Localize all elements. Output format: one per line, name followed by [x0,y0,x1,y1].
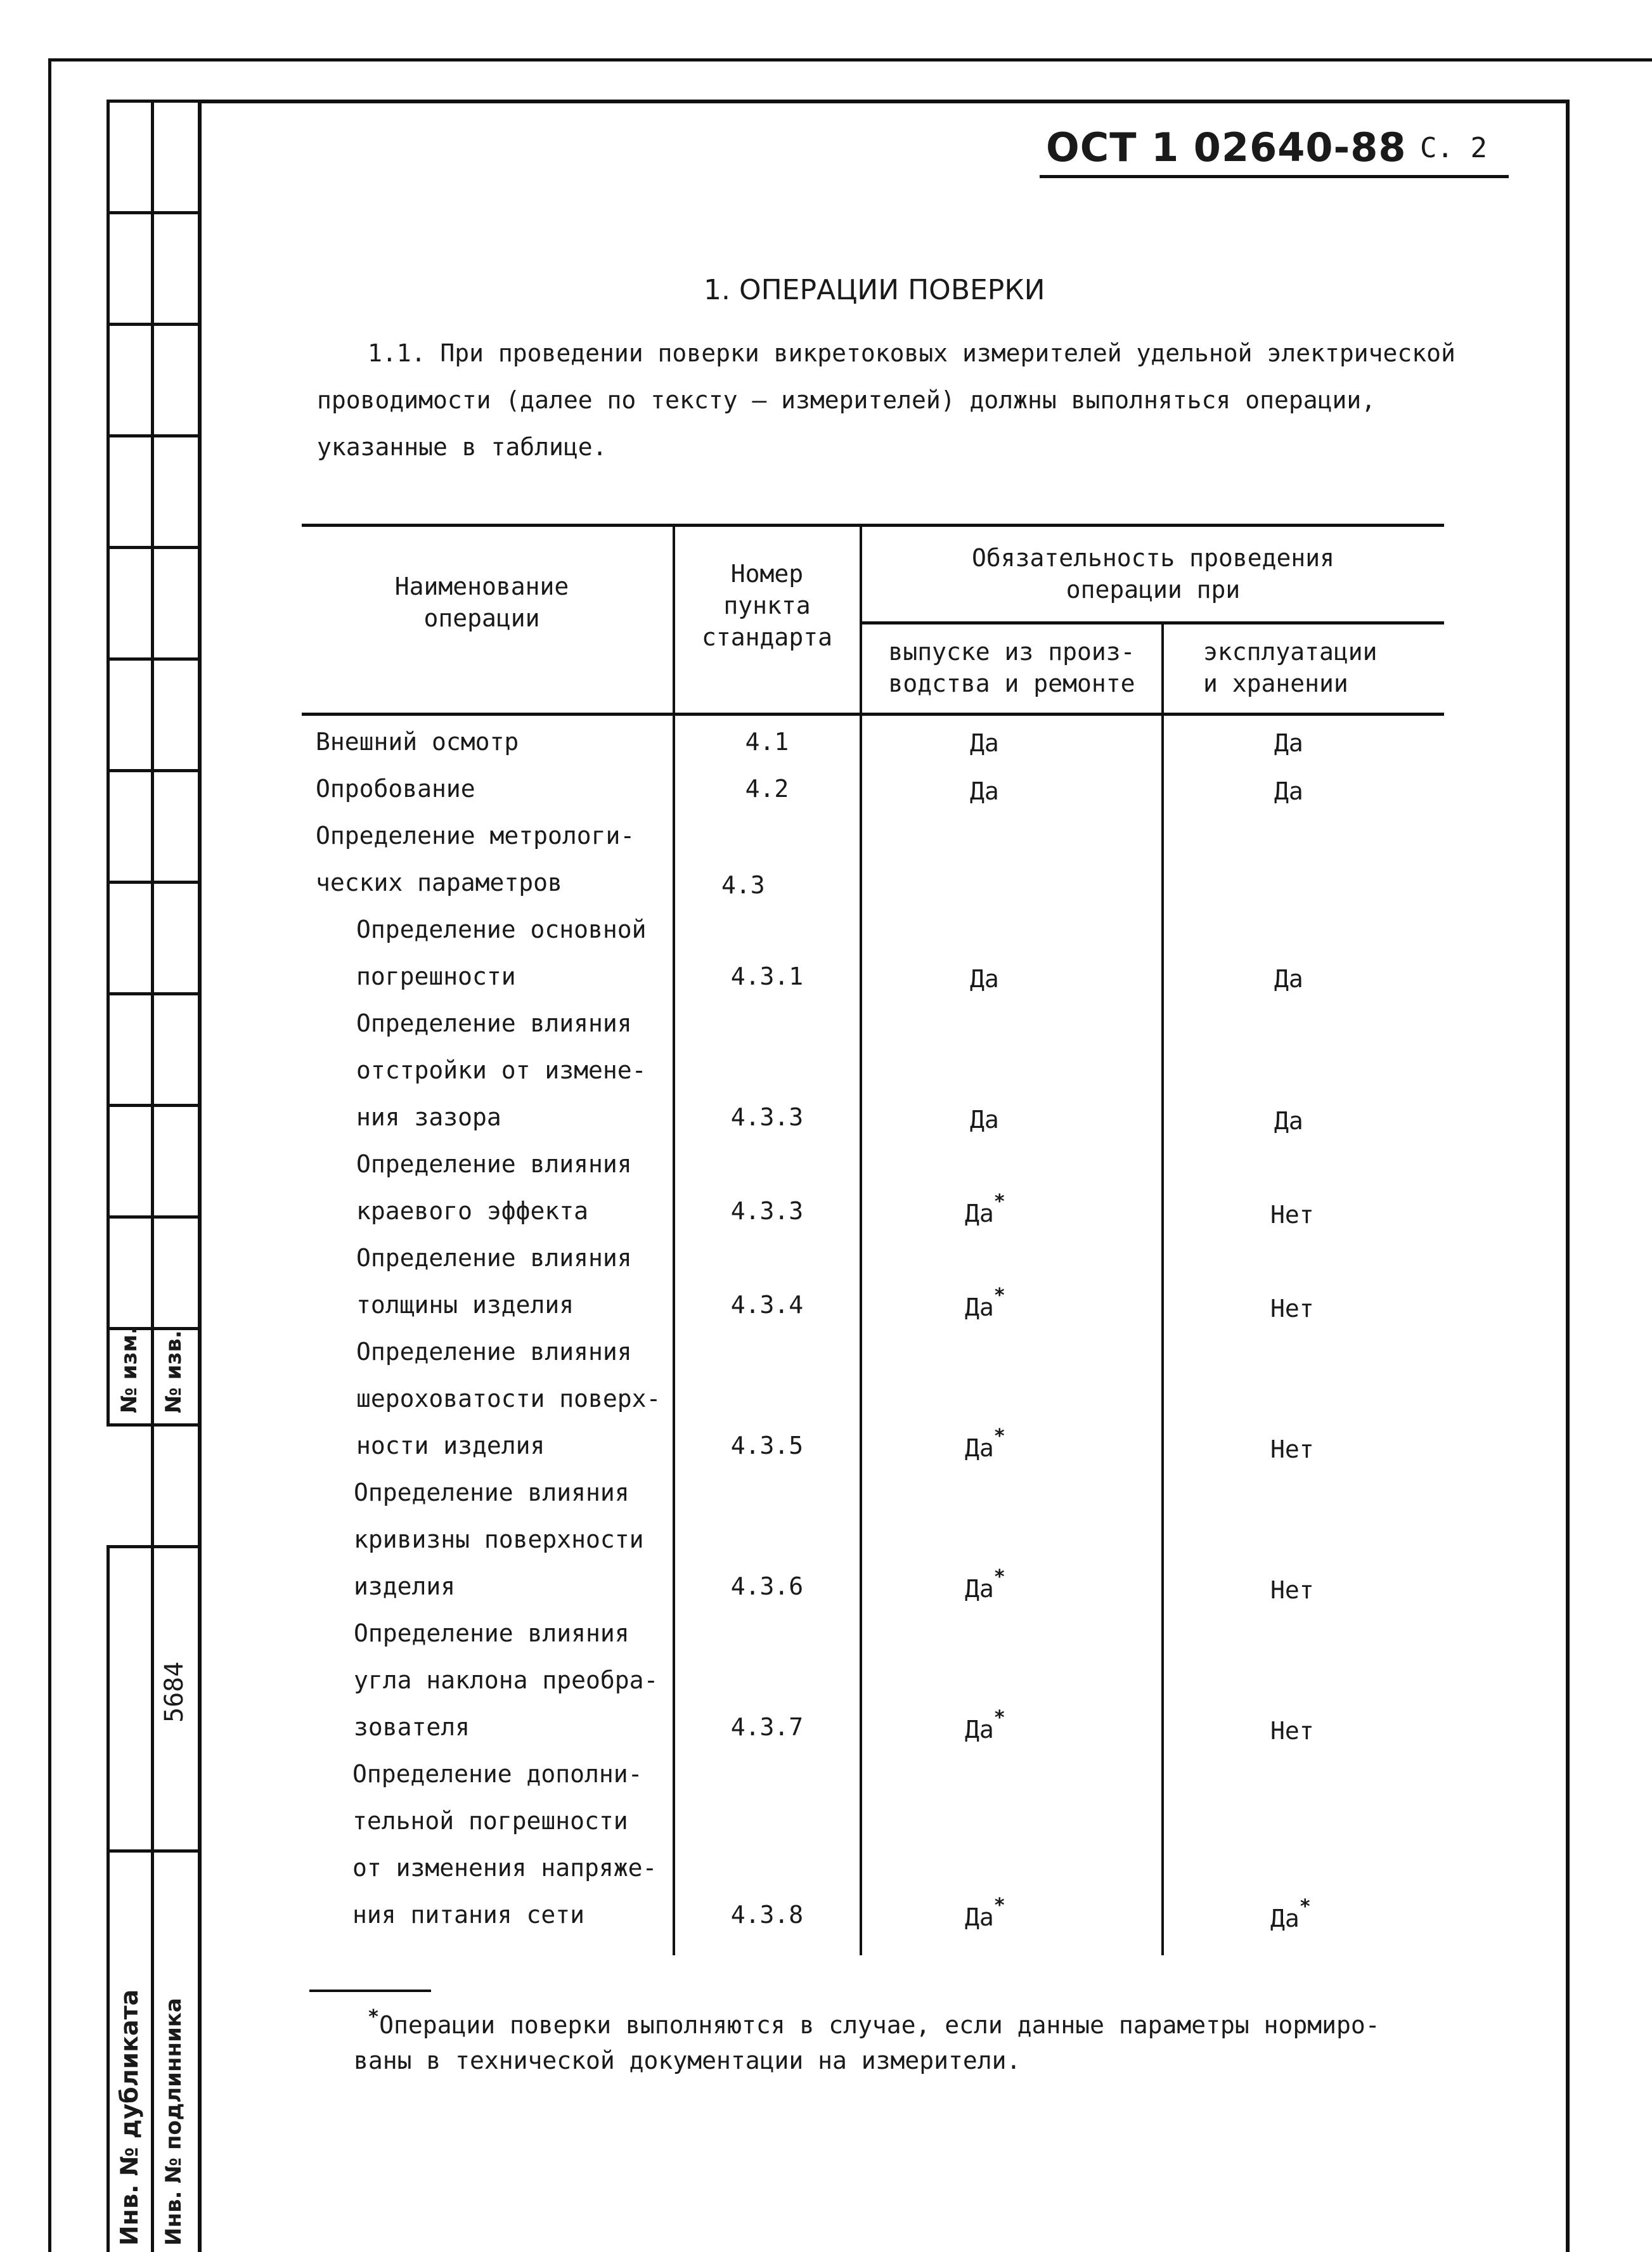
table-row-name: кривизны поверхности [354,1525,644,1553]
table-row-name: Опробование [316,775,475,803]
use-value: Нет [1270,1295,1314,1323]
use-value: Нет [1270,1576,1314,1604]
footnote [354,2006,1509,2077]
table-row-name: Определение влияния [356,1244,632,1272]
release-value: Да [965,1200,994,1227]
table-row-number: 4.3.7 [730,1713,804,1741]
table-row-number: 4.3.4 [730,1291,804,1319]
table-row-number: 4.3.6 [730,1572,804,1600]
table-row-number: 4.3.5 [730,1432,804,1459]
table-top-rule [302,524,1444,527]
table-row-name: зователя [354,1713,470,1741]
intro-paragraph [317,330,1458,470]
table-row-name: изделия [354,1572,456,1600]
section-title: 1. ОПЕРАЦИИ ПОВЕРКИ [704,274,1045,306]
release-value: Да [970,729,999,757]
strip-cell-line [106,992,198,995]
table-row-release [965,1425,1005,1462]
table-group-rule [860,621,1444,624]
table-row-release [970,729,999,757]
header-text: стандарта [702,623,832,651]
release-value: Да [965,1575,994,1603]
asterisk-mark: * [368,2006,380,2028]
table-row-use [1270,1717,1314,1745]
table-row-release [965,1566,1005,1603]
header-text: операции при [1066,576,1241,604]
release-value: Да [965,1434,994,1462]
col-header-use [1165,636,1425,699]
col-header-name [304,571,659,634]
col-header-number [676,558,858,653]
table-row-use [1274,1107,1303,1135]
header-text: операции [423,604,540,632]
table-row-release [970,965,999,993]
inv-podlinnika-label: Инв. № подлинника [161,1998,186,2246]
use-value: Да [1274,965,1303,993]
strip-line-left-lower [106,1545,110,2252]
footnote-text: Операции поверки выполняются в случае, если данные параметры нормиро- [379,2011,1380,2039]
strip-line-left [106,100,110,1425]
strip-cell-line [106,769,198,772]
paragraph-line: проводимости (далее по тексту – измерителей) должны выполняться операции, [317,386,1376,414]
table-row-use [1274,777,1303,805]
inv-number: 5684 [160,1661,189,1723]
table-row-name: шероховатости поверх- [356,1385,661,1413]
no-izv-label: № изв. [161,1330,186,1413]
footnote-line [368,2006,1509,2044]
strip-cell-line [106,657,198,661]
table-row-use [1270,1295,1314,1323]
table-row-use [1270,1201,1314,1229]
strip-cell-line [106,546,198,549]
table-row-use [1274,729,1303,757]
table-row-name: Определение влияния [356,1338,632,1366]
table-row-name: Определение влияния [354,1479,629,1506]
table-col-divider [1161,623,1164,1955]
table-row-release [970,777,999,805]
table-row-name: Определение дополни- [352,1760,643,1788]
release-value: Да [970,1106,999,1134]
table-row-name: Определение влияния [356,1009,632,1037]
strip-cell-line [106,1215,198,1219]
header-text: пункта [723,592,811,619]
table-row-release [970,1106,999,1134]
table-row-number: 4.2 [745,775,789,803]
paragraph-line: указанные в таблице. [317,433,607,461]
strip-cell-line [106,881,198,884]
table-row-name: Определение основной [356,916,647,943]
use-value: Да [1270,1905,1300,1932]
table-row-name: тельной погрешности [352,1807,628,1835]
strip-cell-line [106,1849,198,1853]
release-value: Да [970,777,999,805]
table-row-name: ности изделия [356,1432,545,1459]
table-row-name: краевого эффекта [356,1197,589,1225]
table-row-release [965,1707,1005,1744]
table-row-name: толщины изделия [356,1291,574,1319]
asterisk-mark: * [993,1285,1005,1307]
use-value: Да [1274,1107,1303,1135]
table-row-release [965,1285,1005,1321]
table-row-name: Внешний осмотр [316,728,519,756]
use-value: Нет [1270,1201,1314,1229]
group-header-obligation [863,542,1443,605]
strip-cell-line [106,1423,198,1427]
header-underline [1040,175,1509,178]
strip-cell-line [106,434,198,437]
asterisk-mark: * [993,1894,1005,1917]
header-text: водства и ремонте [888,670,1135,697]
side-stamp-strip [106,100,198,2252]
page-number: С. 2 [1420,132,1487,164]
release-value: Да [970,965,999,993]
footnote-rule [309,1990,431,1992]
header-text: Обязательность проведения [972,544,1334,572]
asterisk-mark: * [993,1566,1005,1588]
table-row-name: ния зазора [356,1103,501,1131]
table-row-name: погрешности [356,962,516,990]
release-value: Да [965,1293,994,1321]
strip-cell-line [106,323,198,326]
table-row-name: Определение влияния [356,1150,632,1178]
asterisk-mark: * [1299,1896,1311,1918]
table-row-number: 4.3.3 [730,1103,804,1131]
header-text: Наименование [394,573,569,600]
header-text: выпуске из произ- [888,638,1135,666]
table-row-number: 4.3.1 [730,962,804,990]
table-row-number: 4.3.8 [730,1901,804,1929]
use-value: Нет [1270,1717,1314,1745]
table-header-rule [302,713,1444,716]
table-row-name: Определение влияния [354,1619,629,1647]
table-row-release [965,1191,1005,1227]
asterisk-mark: * [993,1707,1005,1729]
use-value: Да [1274,729,1303,757]
table-row-number: 4.3 [721,871,765,899]
asterisk-mark: * [993,1191,1005,1213]
strip-cell-line [106,211,198,214]
document-code: ОСТ 1 02640-88 [1046,124,1407,171]
no-izm-label: № изм. [117,1326,142,1413]
inv-dublikata-label: Инв. № дубликата [115,1989,143,2246]
header-text: и хранении [1203,670,1348,697]
paragraph-line: 1.1. При проведении поверки викретоковых измерителей удельной электрической [368,339,1455,367]
table-row-name: отстройки от измене- [356,1056,647,1084]
strip-cell-line [106,1545,198,1548]
table-row-release [965,1894,1005,1931]
table-row-use [1270,1435,1314,1463]
table-row-number: 4.1 [745,728,789,756]
release-value: Да [965,1903,994,1931]
table-row-name: Определение метрологи- [316,822,635,850]
table-row-name: угла наклона преобра- [354,1666,659,1694]
table-row-use [1274,965,1303,993]
release-value: Да [965,1716,994,1744]
strip-cell-line [106,1104,198,1107]
strip-line-mid [151,100,154,2252]
header-text: Номер [730,560,804,588]
use-value: Да [1274,777,1303,805]
table-row-number: 4.3.3 [730,1197,804,1225]
header-text: эксплуатации [1203,638,1378,666]
table-row-name: ческих параметров [316,869,562,896]
table-row-use [1270,1896,1311,1932]
table-row-use [1270,1576,1314,1604]
footnote-line: ваны в технической документации на измерители. [354,2047,1021,2074]
table-row-name: от изменения напряже- [352,1854,657,1882]
use-value: Нет [1270,1435,1314,1463]
table-row-name: ния питания сети [352,1901,585,1929]
col-header-release [863,636,1160,699]
asterisk-mark: * [993,1425,1005,1447]
strip-cell-line [106,100,198,103]
